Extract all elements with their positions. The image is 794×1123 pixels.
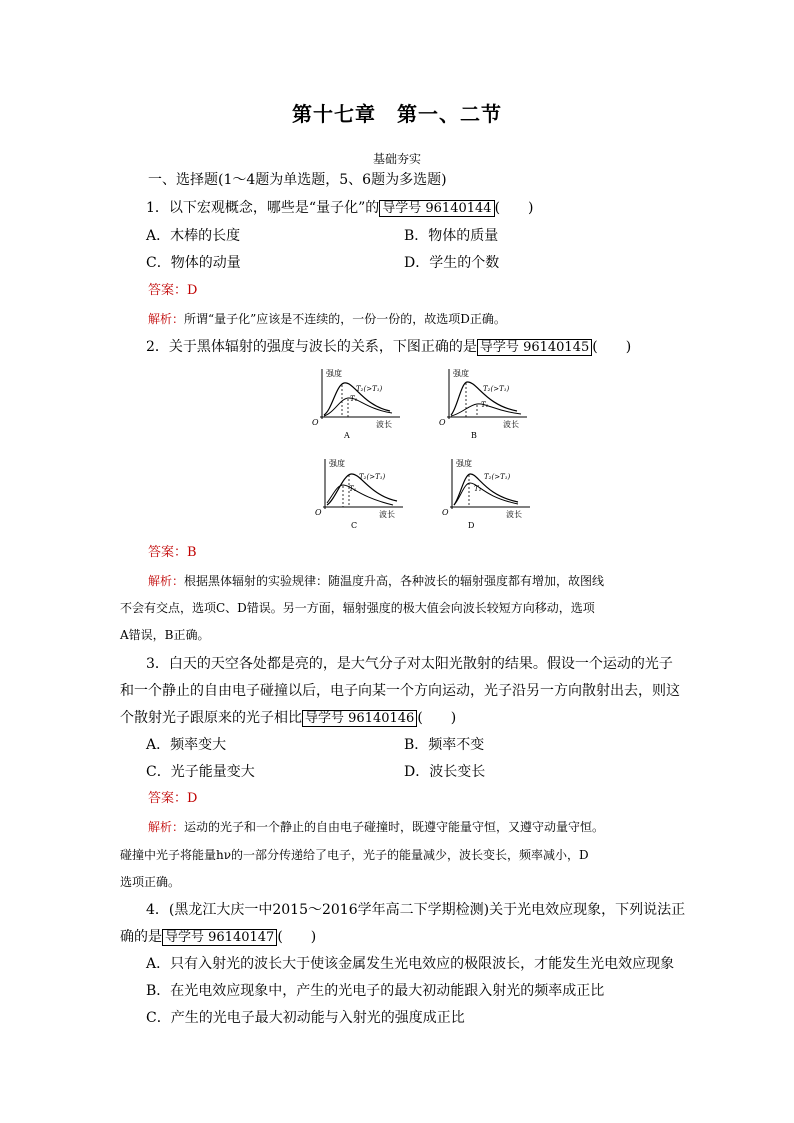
fig-a-ylabel: 强度: [326, 369, 342, 378]
fig-a-origin: O: [312, 418, 319, 427]
fig-b-t1: T₁: [481, 401, 489, 409]
fig-b-letter: B: [471, 431, 477, 440]
fig-c-t1: T₁: [349, 485, 357, 493]
q2-analysis-line-3: A错误，B正确。: [120, 628, 210, 642]
q1-option-a: A．木棒的长度: [146, 228, 241, 244]
figure-d: [440, 455, 540, 530]
q3-analysis-line-1: 解析：运动的光子和一个静止的自由电子碰撞时，既遵守能量守恒，又遵守动量守恒。: [148, 820, 605, 834]
q3-option-c: C．光子能量变大: [146, 764, 255, 780]
fig-b-xlabel: 波长: [503, 420, 519, 429]
fig-a-xlabel: 波长: [376, 420, 392, 429]
q3-option-a: A．频率变大: [146, 737, 227, 753]
fig-b-ylabel: 强度: [453, 369, 469, 378]
figure-c: [313, 455, 413, 530]
question-3-stem-line-3: 个散射光子跟原来的光子相比 导学号 96140146 ( ): [120, 710, 457, 726]
q1-option-b: B．物体的质量: [404, 228, 499, 244]
q1-answer: 答案：D: [148, 283, 198, 298]
figure-b: [437, 365, 537, 440]
fig-b-t2: T₂(>T₁): [483, 385, 510, 393]
figure-a: [310, 365, 410, 440]
q1-option-c: C．物体的动量: [146, 255, 241, 271]
fig-d-origin: O: [442, 508, 449, 517]
fig-d-t1: T₁: [474, 485, 482, 493]
q3-answer: 答案：D: [148, 791, 198, 806]
q3-option-b: B．频率不变: [404, 737, 485, 753]
fig-c-ylabel: 强度: [329, 459, 345, 468]
guide-code-4: 导学号 96140147: [162, 929, 277, 946]
fig-d-t2: T₂(>T₁): [484, 473, 511, 481]
page-title: 第十七章 第一、二节: [292, 102, 502, 126]
question-4-stem-line-1: 4．(黑龙江大庆一中2015～2016学年高二下学期检测)关于光电效应现象，下列说法正: [146, 902, 686, 918]
fig-c-t2: T₂(>T₁): [359, 473, 386, 481]
fig-a-t1: T₁: [350, 395, 358, 403]
question-3-stem-line-1: 3．白天的天空各处都是亮的，是大气分子对太阳光散射的结果。假设一个运动的光子: [146, 656, 673, 672]
fig-c-origin: O: [315, 508, 322, 517]
fig-a-t2: T₂(>T₁): [356, 385, 383, 393]
fig-c-xlabel: 波长: [379, 510, 395, 519]
q1-analysis: 解析：所谓“量子化”应该是不连续的，一份一份的，故选项D正确。: [148, 312, 506, 326]
question-3-stem-line-2: 和一个静止的自由电子碰撞以后，电子向某一个方向运动，光子沿另一方向散射出去，则这: [120, 683, 680, 699]
q4-option-c: C．产生的光电子最大初动能与入射光的强度成正比: [146, 1010, 465, 1026]
guide-code-3: 导学号 96140146: [302, 710, 417, 727]
q4-option-a: A．只有入射光的波长大于使该金属发生光电效应的极限波长，才能发生光电效应现象: [146, 956, 675, 972]
fig-b-origin: O: [439, 418, 446, 427]
fig-d-ylabel: 强度: [456, 459, 472, 468]
fig-c-letter: C: [351, 521, 358, 530]
q3-option-d: D．波长变长: [404, 764, 486, 780]
guide-code-2: 导学号 96140145: [477, 339, 592, 356]
q4-option-b: B．在光电效应现象中，产生的光电子的最大初动能跟入射光的频率成正比: [146, 983, 605, 999]
fig-a-letter: A: [344, 431, 350, 440]
q3-analysis-line-3: 选项正确。: [120, 875, 181, 889]
q2-analysis-line-2: 不会有交点，选项C、D错误。另一方面，辐射强度的极大值会向波长较短方向移动，选项: [120, 601, 595, 615]
q1-option-d: D．学生的个数: [404, 255, 500, 271]
question-4-stem-line-2: 确的是 导学号 96140147 ( ): [120, 929, 317, 945]
q3-analysis-line-2: 碰撞中光子将能量hν的一部分传递给了电子，光子的能量减少，波长变长，频率减小，D: [120, 848, 589, 862]
question-2-stem: 2．关于黑体辐射的强度与波长的关系，下图正确的是 导学号 96140145 ( ): [146, 339, 632, 355]
section-heading: 一、选择题(1～4题为单选题，5、6题为多选题): [148, 172, 447, 188]
q2-answer: 答案：B: [148, 545, 197, 560]
fig-d-letter: D: [468, 521, 475, 530]
q2-analysis-line-1: 解析：根据黑体辐射的实验规律：随温度升高，各种波长的辐射强度都有增加，故图线: [148, 574, 605, 588]
guide-code-1: 导学号 96140144: [379, 200, 494, 217]
fig-d-xlabel: 波长: [506, 510, 522, 519]
question-1-stem: 1．以下宏观概念，哪些是“量子化”的 导学号 96140144 ( ): [146, 200, 534, 216]
section-subtitle: 基础夯实: [372, 152, 421, 166]
